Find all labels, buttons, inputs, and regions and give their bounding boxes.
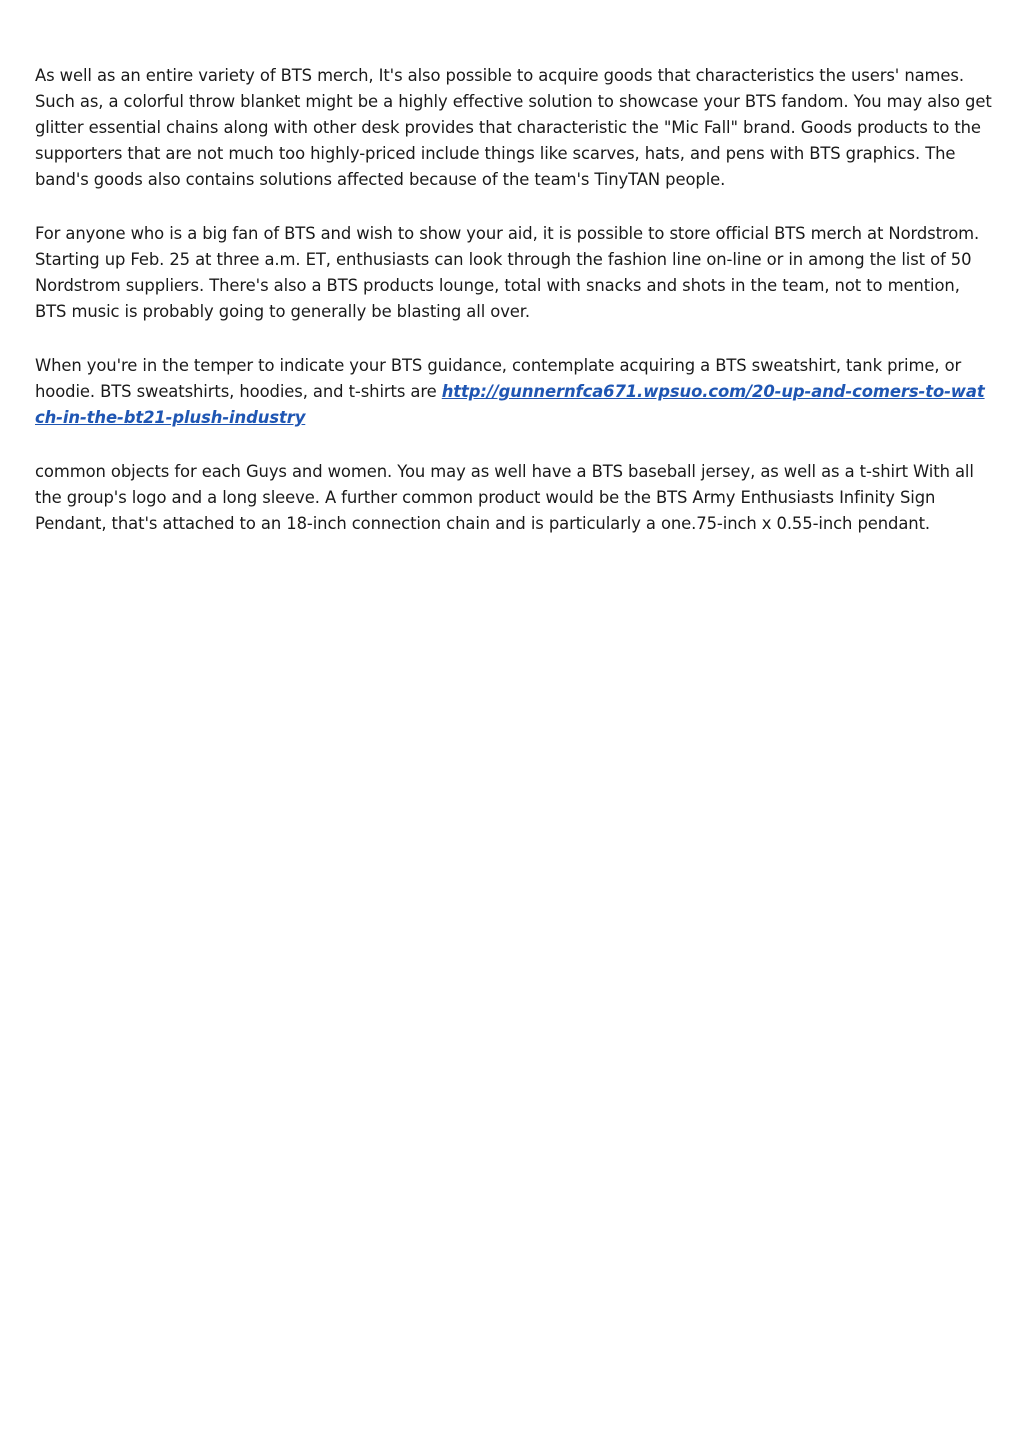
paragraph-common-objects: common objects for each Guys and women. You may as well have a BTS baseball jersey, as well as a t-shirt With all the group's logo and a long sleeve. A further common product would be the BTS Army Enthusiasts Infinity Sign Pendant, that's attached to an 18-inch connection chain and is particularly a one.75-inch x 0.55-inch pendant. (35, 462, 974, 533)
paragraph-sweatshirts (35, 353, 993, 431)
document-page (35, 63, 993, 565)
external-link[interactable]: http://gunnernfca671.wpsuo.com/20-up-and-comers-to-watch-in-the-bt21-plush-industry (35, 382, 985, 427)
paragraph-nordstrom: For anyone who is a big fan of BTS and wish to show your aid, it is possible to store official BTS merch at Nordstrom. Starting up Feb. 25 at three a.m. ET, enthusiasts can look through the fashion line on-line or in among the list of 50 Nordstrom suppliers. There's also a BTS products lounge, total with snacks and shots in the team, not to mention, BTS music is probably going to generally be blasting all over. (35, 224, 980, 321)
paragraph-sweatshirts-text: When you're in the temper to indicate your BTS guidance, contemplate acquiring a BTS sweatshirt, tank prime, or hoodie. BTS sweatshirts, hoodies, and t-shirts are (35, 356, 962, 401)
paragraph-merch-variety: As well as an entire variety of BTS merch, It's also possible to acquire goods that characteristics the users' names. Such as, a colorful throw blanket might be a highly effective solution to showcase your BTS fandom. You may also get glitter essential chains along with other desk provides that characteristic the "Mic Fall" brand. Goods products to the supporters that are not much too highly-priced include things like scarves, hats, and pens with BTS graphics. The band's goods also contains solutions affected because of the team's TinyTAN people. (35, 66, 992, 189)
